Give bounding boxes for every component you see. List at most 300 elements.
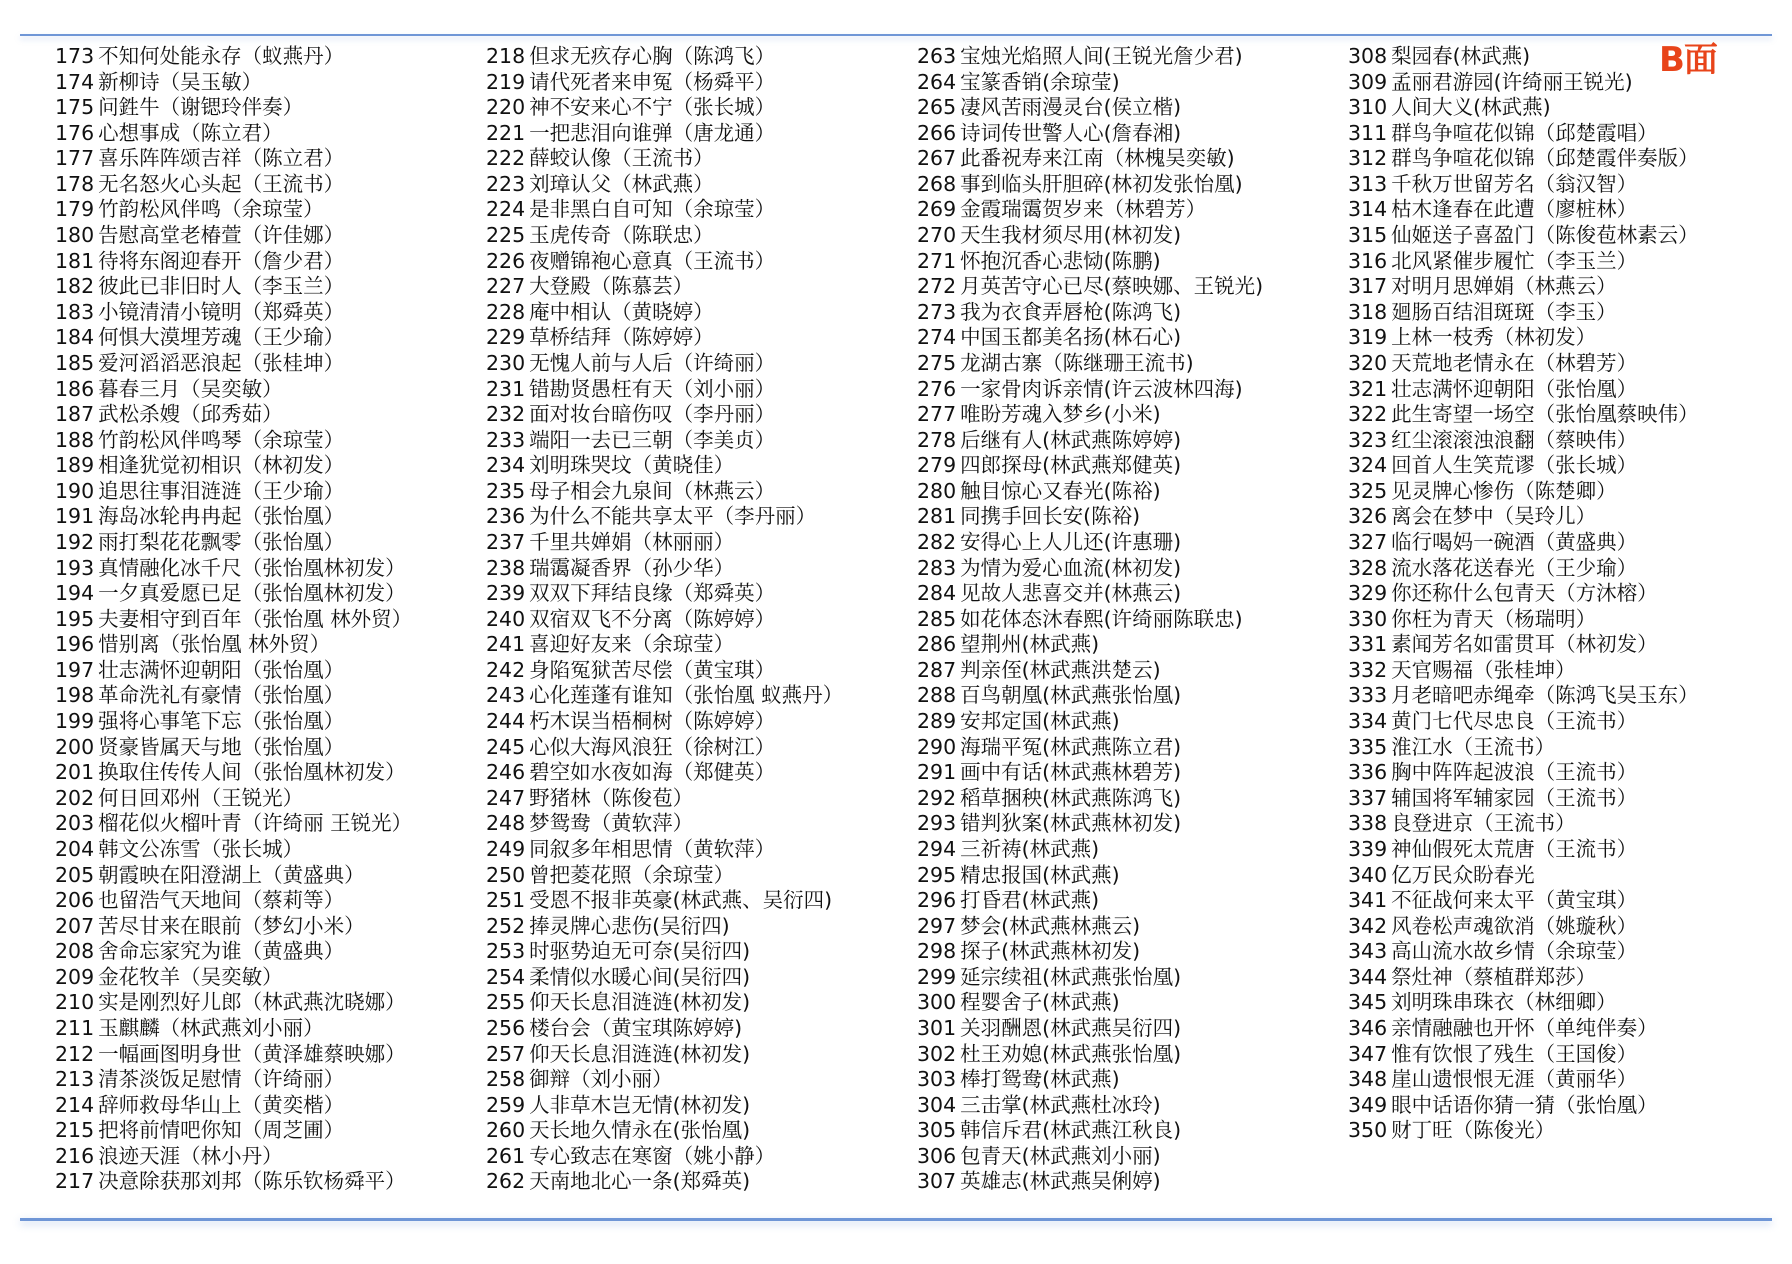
track-entry bbox=[486, 581, 906, 607]
track-number: 222 bbox=[486, 146, 526, 171]
track-title: 仰天长息泪涟涟(林初发) bbox=[529, 1041, 751, 1066]
track-entry bbox=[917, 70, 1337, 96]
track-entry bbox=[55, 658, 475, 684]
top-divider bbox=[20, 34, 1772, 36]
track-title: 英雄志(林武燕吴俐婷) bbox=[960, 1169, 1161, 1194]
track-title: 刘璋认父（林武燕） bbox=[529, 171, 714, 196]
track-number: 202 bbox=[55, 785, 95, 810]
track-number: 206 bbox=[55, 888, 95, 913]
track-entry bbox=[55, 223, 475, 249]
track-number: 198 bbox=[55, 683, 95, 708]
track-title: 韩信斥君(林武燕江秋良) bbox=[960, 1118, 1182, 1143]
track-number: 321 bbox=[1348, 376, 1388, 401]
track-number: 212 bbox=[55, 1041, 95, 1066]
track-entry bbox=[1348, 607, 1768, 633]
track-title: 母子相会九泉间（林燕云） bbox=[529, 478, 776, 503]
track-entry bbox=[917, 735, 1337, 761]
track-entry bbox=[1348, 888, 1768, 914]
track-number: 193 bbox=[55, 555, 95, 580]
track-title: 时驱势迫无可奈(吴衍四) bbox=[529, 939, 751, 964]
track-title: 强将心事笔下忘（张怡凰） bbox=[98, 709, 345, 734]
track-entry bbox=[1348, 1093, 1768, 1119]
track-title: 雨打梨花花飘零（张怡凰） bbox=[98, 529, 345, 554]
track-title: 黄门七代尽忠良（王流书） bbox=[1391, 709, 1638, 734]
track-number: 295 bbox=[917, 862, 957, 887]
track-entry bbox=[55, 402, 475, 428]
track-number: 345 bbox=[1348, 990, 1388, 1015]
track-number: 281 bbox=[917, 504, 957, 529]
track-title: 你枉为青天（杨瑞明） bbox=[1391, 606, 1597, 631]
track-title: 对明月思婵娟（林燕云） bbox=[1391, 274, 1617, 299]
track-entry bbox=[917, 1093, 1337, 1119]
track-number: 251 bbox=[486, 888, 526, 913]
track-entry bbox=[55, 44, 475, 70]
track-entry bbox=[486, 1016, 906, 1042]
track-entry bbox=[1348, 428, 1768, 454]
track-number: 179 bbox=[55, 197, 95, 222]
track-title: 红尘滚滚浊浪翻（蔡映伟） bbox=[1391, 427, 1638, 452]
track-title: 唯盼芳魂入梦乡(小米) bbox=[960, 402, 1161, 427]
track-number: 205 bbox=[55, 862, 95, 887]
track-title: 决意除获那刘邦（陈乐钦杨舜平） bbox=[98, 1169, 406, 1194]
track-entry bbox=[486, 1118, 906, 1144]
track-number: 225 bbox=[486, 223, 526, 248]
track-number: 308 bbox=[1348, 44, 1388, 68]
track-entry bbox=[917, 888, 1337, 914]
track-entry bbox=[55, 683, 475, 709]
track-number: 256 bbox=[486, 1015, 526, 1040]
track-entry bbox=[1348, 377, 1768, 403]
track-title: 碧空如水夜如海（郑健英） bbox=[529, 760, 776, 785]
track-entry bbox=[55, 786, 475, 812]
track-number: 219 bbox=[486, 69, 526, 94]
track-entry bbox=[917, 504, 1337, 530]
track-number: 280 bbox=[917, 478, 957, 503]
track-title: 海瑞平冤(林武燕陈立君) bbox=[960, 734, 1182, 759]
track-entry bbox=[1348, 223, 1768, 249]
track-number: 313 bbox=[1348, 171, 1388, 196]
track-entry bbox=[1348, 172, 1768, 198]
track-title: 上林一枝秀（林初发） bbox=[1391, 325, 1597, 350]
track-number: 215 bbox=[55, 1118, 95, 1143]
track-number: 221 bbox=[486, 120, 526, 145]
track-number: 238 bbox=[486, 555, 526, 580]
track-title: 此生寄望一场空（张怡凰蔡映伟） bbox=[1391, 402, 1699, 427]
track-number: 250 bbox=[486, 862, 526, 887]
track-entry bbox=[486, 95, 906, 121]
track-entry bbox=[917, 1144, 1337, 1170]
track-title: 凄风苦雨漫灵台(侯立楷) bbox=[960, 95, 1182, 120]
track-entry bbox=[55, 990, 475, 1016]
track-number: 253 bbox=[486, 939, 526, 964]
track-title: 如花体态沐春熙(许绮丽陈联忠) bbox=[960, 606, 1243, 631]
track-title: 待将东阁迎春开（詹少君） bbox=[98, 248, 345, 273]
track-title: 苦尽甘来在眼前（梦幻小米） bbox=[98, 913, 365, 938]
track-title: 海岛冰轮冉冉起（张怡凰） bbox=[98, 504, 345, 529]
track-number: 240 bbox=[486, 606, 526, 631]
track-number: 196 bbox=[55, 632, 95, 657]
track-number: 338 bbox=[1348, 811, 1388, 836]
track-title: 楼台会（黄宝琪陈婷婷) bbox=[529, 1015, 743, 1040]
track-number: 294 bbox=[917, 836, 957, 861]
track-number: 245 bbox=[486, 734, 526, 759]
track-title: 浪迹天涯（林小丹） bbox=[98, 1143, 283, 1168]
track-title: 人非草木岂无情(林初发) bbox=[529, 1092, 751, 1117]
track-title: 神不安来心不宁（张长城） bbox=[529, 95, 776, 120]
track-title: 触目惊心又春光(陈裕) bbox=[960, 478, 1161, 503]
track-title: 面对妆台暗伤叹（李丹丽） bbox=[529, 402, 776, 427]
track-entry bbox=[917, 607, 1337, 633]
track-number: 195 bbox=[55, 606, 95, 631]
track-column-4 bbox=[1348, 44, 1768, 1144]
track-number: 274 bbox=[917, 325, 957, 350]
track-entry bbox=[917, 786, 1337, 812]
track-title: 四郎探母(林武燕郑健英) bbox=[960, 453, 1182, 478]
track-number: 314 bbox=[1348, 197, 1388, 222]
track-title: 梨园春(林武燕) bbox=[1391, 44, 1531, 68]
track-entry bbox=[486, 249, 906, 275]
track-title: 也留浩气天地间（蔡莉等） bbox=[98, 888, 345, 913]
track-entry bbox=[917, 556, 1337, 582]
track-number: 244 bbox=[486, 709, 526, 734]
track-title: 心化莲蓬有谁知（张怡凰 蚁燕丹） bbox=[529, 683, 844, 708]
track-number: 272 bbox=[917, 274, 957, 299]
track-title: 判亲侄(林武燕洪楚云) bbox=[960, 657, 1161, 682]
track-entry bbox=[1348, 735, 1768, 761]
track-entry bbox=[486, 146, 906, 172]
track-number: 204 bbox=[55, 836, 95, 861]
track-entry bbox=[55, 274, 475, 300]
track-entry bbox=[486, 683, 906, 709]
track-entry bbox=[55, 914, 475, 940]
track-entry bbox=[486, 607, 906, 633]
track-entry bbox=[917, 325, 1337, 351]
track-number: 286 bbox=[917, 632, 957, 657]
track-entry bbox=[486, 1169, 906, 1195]
track-title: 千里共婵娟（林丽丽） bbox=[529, 529, 735, 554]
track-entry bbox=[917, 223, 1337, 249]
track-title: 宝烛光焰照人间(王锐光詹少君) bbox=[960, 44, 1243, 68]
track-entry bbox=[55, 249, 475, 275]
track-entry bbox=[1348, 453, 1768, 479]
track-number: 173 bbox=[55, 44, 95, 68]
track-title: 金花牧羊（吴奕敏） bbox=[98, 964, 283, 989]
track-title: 廻肠百结泪斑斑（李玉） bbox=[1391, 299, 1617, 324]
track-title: 千秋万世留芳名（翁汉智） bbox=[1391, 171, 1638, 196]
track-title: 受恩不报非英豪(林武燕、吴衍四) bbox=[529, 888, 833, 913]
track-number: 307 bbox=[917, 1169, 957, 1194]
track-title: 群鸟争喧花似锦（邱楚霞伴奏版） bbox=[1391, 146, 1699, 171]
track-title: 素闻芳名如雷贯耳（林初发） bbox=[1391, 632, 1658, 657]
track-entry bbox=[486, 274, 906, 300]
track-number: 241 bbox=[486, 632, 526, 657]
track-entry bbox=[55, 70, 475, 96]
track-entry bbox=[486, 863, 906, 889]
track-number: 300 bbox=[917, 990, 957, 1015]
track-entry bbox=[486, 300, 906, 326]
track-number: 301 bbox=[917, 1015, 957, 1040]
track-number: 187 bbox=[55, 402, 95, 427]
track-title: 夫妻相守到百年（张怡凰 林外贸） bbox=[98, 606, 413, 631]
track-entry bbox=[55, 146, 475, 172]
track-title: 胸中阵阵起波浪（王流书） bbox=[1391, 760, 1638, 785]
track-title: 喜迎好友来（余琼莹） bbox=[529, 632, 735, 657]
track-number: 197 bbox=[55, 657, 95, 682]
track-entry bbox=[917, 1042, 1337, 1068]
track-entry bbox=[1348, 249, 1768, 275]
track-title: 探子(林武燕林初发) bbox=[960, 939, 1141, 964]
track-title: 崖山遗恨恨无涯（黄丽华） bbox=[1391, 1067, 1638, 1092]
track-title: 错判狄案(林武燕林初发) bbox=[960, 811, 1182, 836]
track-number: 237 bbox=[486, 529, 526, 554]
track-entry bbox=[486, 377, 906, 403]
track-number: 309 bbox=[1348, 69, 1388, 94]
track-entry bbox=[1348, 146, 1768, 172]
track-number: 181 bbox=[55, 248, 95, 273]
track-title: 彼此已非旧时人（李玉兰） bbox=[98, 274, 345, 299]
track-entry bbox=[55, 1067, 475, 1093]
track-number: 209 bbox=[55, 964, 95, 989]
track-number: 177 bbox=[55, 146, 95, 171]
track-number: 302 bbox=[917, 1041, 957, 1066]
track-number: 336 bbox=[1348, 760, 1388, 785]
track-title: 天南地北心一条(郑舜英) bbox=[529, 1169, 751, 1194]
track-entry bbox=[55, 965, 475, 991]
track-entry bbox=[55, 811, 475, 837]
track-entry bbox=[486, 504, 906, 530]
track-title: 棒打鸳鸯(林武燕) bbox=[960, 1067, 1120, 1092]
track-number: 277 bbox=[917, 402, 957, 427]
track-entry bbox=[1348, 504, 1768, 530]
track-number: 337 bbox=[1348, 785, 1388, 810]
track-entry bbox=[55, 377, 475, 403]
track-entry bbox=[486, 735, 906, 761]
track-entry bbox=[55, 1169, 475, 1195]
track-entry bbox=[917, 939, 1337, 965]
track-title: 望荆州(林武燕) bbox=[960, 632, 1100, 657]
track-entry bbox=[1348, 1042, 1768, 1068]
track-number: 230 bbox=[486, 350, 526, 375]
track-entry bbox=[55, 709, 475, 735]
track-entry bbox=[55, 1118, 475, 1144]
track-entry bbox=[486, 121, 906, 147]
track-title: 清茶淡饭足慰情（许绮丽） bbox=[98, 1067, 345, 1092]
track-number: 306 bbox=[917, 1143, 957, 1168]
track-entry bbox=[486, 632, 906, 658]
track-number: 285 bbox=[917, 606, 957, 631]
track-entry bbox=[1348, 1016, 1768, 1042]
track-number: 267 bbox=[917, 146, 957, 171]
track-entry bbox=[486, 223, 906, 249]
track-title: 见灵牌心惨伤（陈楚卿） bbox=[1391, 478, 1617, 503]
track-entry bbox=[486, 1042, 906, 1068]
track-title: 舍命忘家究为谁（黄盛典） bbox=[98, 939, 345, 964]
track-number: 271 bbox=[917, 248, 957, 273]
track-number: 235 bbox=[486, 478, 526, 503]
track-title: 一夕真爱愿已足（张怡凰林初发） bbox=[98, 581, 406, 606]
track-number: 260 bbox=[486, 1118, 526, 1143]
track-entry bbox=[486, 44, 906, 70]
track-column-2 bbox=[486, 44, 906, 1195]
track-title: 枯木逢春在此遭（廖桩林） bbox=[1391, 197, 1638, 222]
track-entry bbox=[1348, 1067, 1768, 1093]
bottom-divider bbox=[20, 1218, 1772, 1221]
track-number: 269 bbox=[917, 197, 957, 222]
track-title: 安邦定国(林武燕) bbox=[960, 709, 1120, 734]
track-number: 304 bbox=[917, 1092, 957, 1117]
track-number: 255 bbox=[486, 990, 526, 1015]
track-number: 289 bbox=[917, 709, 957, 734]
track-title: 喜乐阵阵颂吉祥（陈立君） bbox=[98, 146, 345, 171]
track-title: 月英苦守心已尽(蔡映娜、王锐光) bbox=[960, 274, 1264, 299]
track-number: 220 bbox=[486, 95, 526, 120]
track-number: 236 bbox=[486, 504, 526, 529]
track-entry bbox=[486, 888, 906, 914]
track-title: 专心致志在寒窗（姚小静） bbox=[529, 1143, 776, 1168]
track-title: 天官赐福（张桂坤） bbox=[1391, 657, 1576, 682]
track-entry bbox=[486, 658, 906, 684]
track-entry bbox=[486, 965, 906, 991]
track-title: 一把悲泪向谁弹（唐龙通） bbox=[529, 120, 776, 145]
track-title: 双双下拜结良缘（郑舜英） bbox=[529, 581, 776, 606]
track-number: 182 bbox=[55, 274, 95, 299]
track-title: 身陷冤狱苦尽偿（黄宝琪） bbox=[529, 657, 776, 682]
track-entry bbox=[486, 939, 906, 965]
track-entry bbox=[917, 1067, 1337, 1093]
track-title: 实是刚烈好儿郎（林武燕沈晓娜） bbox=[98, 990, 406, 1015]
track-title: 财丁旺（陈俊光） bbox=[1391, 1118, 1556, 1143]
track-title: 无名怒火心头起（王流书） bbox=[98, 171, 345, 196]
track-title: 武松杀嫂（邱秀茹） bbox=[98, 402, 283, 427]
track-column-3 bbox=[917, 44, 1337, 1195]
track-number: 213 bbox=[55, 1067, 95, 1092]
track-number: 284 bbox=[917, 581, 957, 606]
track-number: 332 bbox=[1348, 657, 1388, 682]
track-title: 无愧人前与人后（许绮丽） bbox=[529, 350, 776, 375]
track-title: 流水落花送春光（王少瑜） bbox=[1391, 555, 1638, 580]
track-number: 226 bbox=[486, 248, 526, 273]
track-title: 孟丽君游园(许绮丽王锐光) bbox=[1391, 69, 1633, 94]
track-title: 三祈祷(林武燕) bbox=[960, 836, 1100, 861]
track-title: 包青天(林武燕刘小丽) bbox=[960, 1143, 1161, 1168]
track-title: 我为衣食弄唇枪(陈鸿飞) bbox=[960, 299, 1182, 324]
track-number: 342 bbox=[1348, 913, 1388, 938]
track-title: 刘明珠串珠衣（林细卿） bbox=[1391, 990, 1617, 1015]
track-number: 184 bbox=[55, 325, 95, 350]
track-entry bbox=[1348, 1118, 1768, 1144]
track-number: 317 bbox=[1348, 274, 1388, 299]
track-number: 228 bbox=[486, 299, 526, 324]
track-entry bbox=[1348, 658, 1768, 684]
track-entry bbox=[55, 479, 475, 505]
track-column-1 bbox=[55, 44, 475, 1195]
track-number: 176 bbox=[55, 120, 95, 145]
track-number: 229 bbox=[486, 325, 526, 350]
track-number: 214 bbox=[55, 1092, 95, 1117]
track-entry bbox=[917, 863, 1337, 889]
track-title: 捧灵牌心悲伤(吴衍四) bbox=[529, 913, 730, 938]
track-entry bbox=[917, 965, 1337, 991]
track-entry bbox=[55, 581, 475, 607]
track-number: 347 bbox=[1348, 1041, 1388, 1066]
track-entry bbox=[917, 249, 1337, 275]
track-title: 你还称什么包青天（方沐榕） bbox=[1391, 581, 1658, 606]
track-title: 朝霞映在阳澄湖上（黄盛典） bbox=[98, 862, 365, 887]
track-entry bbox=[55, 453, 475, 479]
track-title: 诗词传世警人心(詹春湘) bbox=[960, 120, 1182, 145]
track-entry bbox=[1348, 837, 1768, 863]
track-title: 亲情融融也开怀（单纯伴奏） bbox=[1391, 1015, 1658, 1040]
track-number: 328 bbox=[1348, 555, 1388, 580]
track-number: 180 bbox=[55, 223, 95, 248]
track-number: 330 bbox=[1348, 606, 1388, 631]
track-number: 248 bbox=[486, 811, 526, 836]
track-entry bbox=[486, 479, 906, 505]
track-title: 梦鸳鸯（黄软萍） bbox=[529, 811, 694, 836]
track-title: 关羽酬恩(林武燕吴衍四) bbox=[960, 1015, 1182, 1040]
track-title: 仙姬送子喜盈门（陈俊苞林素云） bbox=[1391, 223, 1699, 248]
track-title: 瑞霭凝香界（孙少华） bbox=[529, 555, 735, 580]
track-number: 232 bbox=[486, 402, 526, 427]
track-title: 不知何处能永存（蚁燕丹） bbox=[98, 44, 345, 68]
track-title: 亿万民众盼春光 bbox=[1391, 862, 1535, 887]
track-title: 百鸟朝凰(林武燕张怡凰) bbox=[960, 683, 1182, 708]
track-title: 龙湖古寨（陈继珊王流书) bbox=[960, 350, 1194, 375]
track-entry bbox=[1348, 44, 1768, 70]
track-number: 210 bbox=[55, 990, 95, 1015]
track-title: 错勘贤愚枉有天（刘小丽） bbox=[529, 376, 776, 401]
track-number: 323 bbox=[1348, 427, 1388, 452]
track-number: 189 bbox=[55, 453, 95, 478]
track-title: 壮志满怀迎朝阳（张怡凰） bbox=[1391, 376, 1638, 401]
track-number: 190 bbox=[55, 478, 95, 503]
track-title: 曾把菱花照（余琼莹） bbox=[529, 862, 735, 887]
track-number: 259 bbox=[486, 1092, 526, 1117]
track-entry bbox=[55, 1093, 475, 1119]
track-entry bbox=[917, 990, 1337, 1016]
track-entry bbox=[486, 172, 906, 198]
track-number: 333 bbox=[1348, 683, 1388, 708]
track-number: 216 bbox=[55, 1143, 95, 1168]
track-entry bbox=[1348, 300, 1768, 326]
track-title: 见故人悲喜交并(林燕云) bbox=[960, 581, 1182, 606]
track-entry bbox=[1348, 325, 1768, 351]
track-title: 同携手回长安(陈裕) bbox=[960, 504, 1141, 529]
track-title: 庵中相认（黄晓婷） bbox=[529, 299, 714, 324]
track-number: 311 bbox=[1348, 120, 1388, 145]
track-number: 186 bbox=[55, 376, 95, 401]
track-entry bbox=[486, 453, 906, 479]
track-title: 把将前情吧你知（周芝圃） bbox=[98, 1118, 345, 1143]
track-number: 234 bbox=[486, 453, 526, 478]
track-entry bbox=[486, 914, 906, 940]
track-entry bbox=[55, 863, 475, 889]
track-entry bbox=[486, 70, 906, 96]
track-title: 中国玉都美名扬(林石心) bbox=[960, 325, 1182, 350]
track-title: 心想事成（陈立君） bbox=[98, 120, 283, 145]
track-entry bbox=[917, 581, 1337, 607]
track-number: 292 bbox=[917, 785, 957, 810]
track-title: 何惧大漠埋芳魂（王少瑜） bbox=[98, 325, 345, 350]
track-entry bbox=[55, 888, 475, 914]
track-number: 211 bbox=[55, 1015, 95, 1040]
track-entry bbox=[917, 1118, 1337, 1144]
track-title: 稻草捆秧(林武燕陈鸿飞) bbox=[960, 785, 1182, 810]
track-entry bbox=[486, 1144, 906, 1170]
track-number: 231 bbox=[486, 376, 526, 401]
track-entry bbox=[55, 939, 475, 965]
track-entry bbox=[55, 95, 475, 121]
